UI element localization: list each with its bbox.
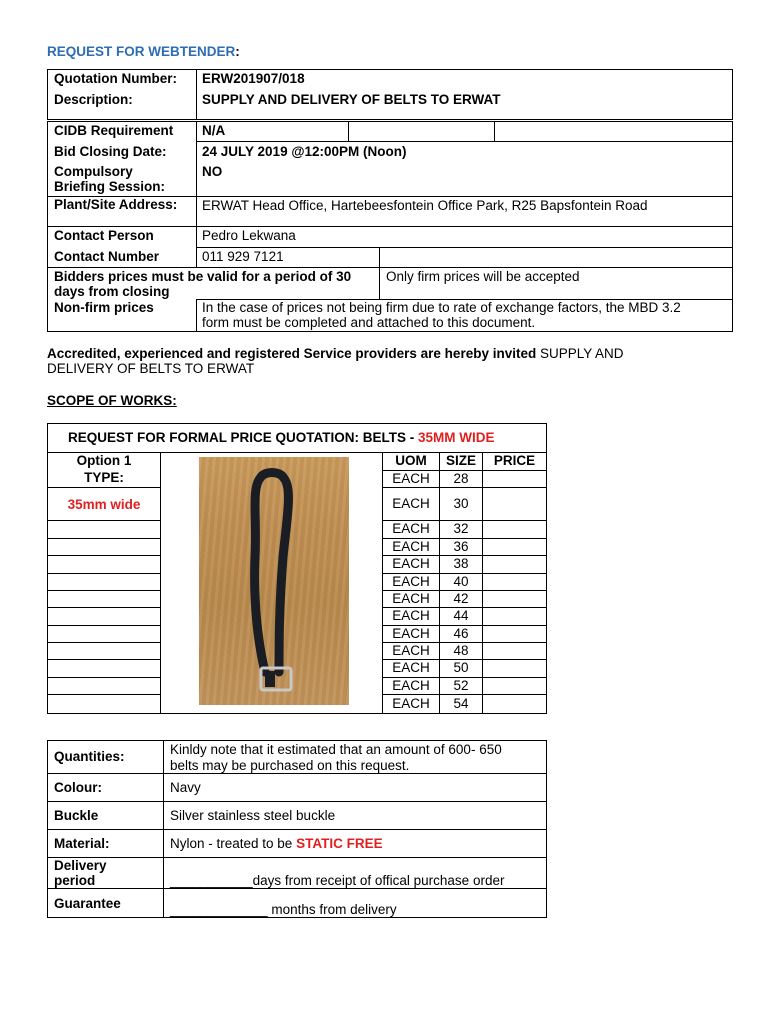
option-label: Option 1 [76, 453, 132, 468]
material-label: Material: [54, 836, 110, 851]
row-uom: EACH [392, 625, 430, 641]
quantities-value-2: belts may be purchased on this request. [170, 758, 410, 773]
row-size: 40 [453, 573, 469, 589]
closing-value: 24 JULY 2019 @12:00PM (Noon) [202, 144, 407, 159]
row-price-cell[interactable] [483, 659, 546, 677]
delivery-label-1: Delivery [54, 858, 107, 873]
type-label: TYPE: [84, 470, 124, 485]
row-price-cell[interactable] [483, 538, 546, 555]
row-uom: EACH [392, 677, 430, 693]
material-value-text: Nylon - treated to be [170, 836, 297, 851]
page-title-text: REQUEST FOR WEBTENDER [47, 44, 236, 59]
row-uom: EACH [392, 521, 430, 536]
row-uom: EACH [392, 495, 430, 511]
row-uom: EACH [392, 590, 430, 606]
row-size: 50 [453, 660, 469, 675]
row-price-cell[interactable] [483, 677, 546, 694]
quantities-label: Quantities: [54, 749, 125, 764]
quotation-label: Quotation Number: [54, 71, 177, 86]
row-size: 32 [453, 521, 469, 536]
buckle-label: Buckle [54, 808, 99, 823]
row-uom: EACH [392, 642, 430, 658]
briefing-value: NO [202, 164, 223, 179]
scope-table-title [68, 430, 495, 446]
briefing-label-1: Compulsory [54, 164, 133, 179]
belt-icon [199, 457, 349, 705]
invite-normal-1: SUPPLY AND [536, 346, 624, 361]
material-value [170, 836, 383, 852]
quantities-value-1: Kinldy note that it estimated that an amount of 600- 650 [170, 742, 502, 757]
row-size: 28 [453, 470, 469, 486]
guarantee-value[interactable]: _____________ months from delivery [170, 902, 397, 917]
row-uom: EACH [392, 538, 430, 554]
row-price-cell[interactable] [483, 470, 546, 487]
contact-person-label: Contact Person [54, 228, 154, 243]
invite-paragraph-line-1 [47, 346, 624, 362]
col-size: SIZE [445, 453, 476, 468]
validity-label-1: Bidders prices must be valid for a period of 30 [54, 269, 352, 284]
row-price-cell[interactable] [483, 607, 546, 625]
briefing-label-2: Briefing Session: [54, 179, 166, 194]
col-price: PRICE [493, 453, 536, 468]
description-label: Description: [54, 92, 133, 107]
row-price-cell[interactable] [483, 487, 546, 520]
colour-label: Colour: [54, 780, 102, 795]
row-price-cell[interactable] [483, 520, 546, 538]
row-size: 48 [453, 642, 469, 658]
colour-value: Navy [170, 780, 201, 795]
scope-heading: SCOPE OF WORKS: [47, 393, 177, 408]
address-value: ERWAT Head Office, Hartebeesfontein Office Park, R25 Bapsfontein Road [202, 198, 648, 213]
row-price-cell[interactable] [483, 625, 546, 642]
validity-label-2: days from closing [54, 284, 170, 299]
row-uom: EACH [392, 573, 430, 589]
contact-number-label: Contact Number [54, 249, 160, 264]
row-size: 54 [453, 695, 469, 711]
belt-photo [199, 457, 349, 705]
contact-number-value: 011 929 7121 [202, 249, 284, 264]
page-title-colon: : [235, 44, 240, 59]
cidb-label: CIDB Requirement [54, 123, 174, 138]
closing-label: Bid Closing Date: [54, 144, 167, 159]
row-uom: EACH [392, 556, 430, 571]
scope-table-title-text: REQUEST FOR FORMAL PRICE QUOTATION: BELTS - [68, 430, 418, 445]
row-size: 46 [453, 625, 469, 641]
row-uom: EACH [392, 470, 430, 486]
description-value: SUPPLY AND DELIVERY OF BELTS TO ERWAT [202, 92, 501, 107]
row-size: 42 [453, 590, 469, 606]
row-size: 44 [453, 608, 469, 623]
row-size: 38 [453, 556, 469, 571]
material-value-red: STATIC FREE [296, 836, 383, 851]
buckle-value: Silver stainless steel buckle [170, 808, 336, 823]
guarantee-label: Guarantee [54, 896, 121, 911]
nonfirm-value-2: form must be completed and attached to this document. [202, 315, 536, 330]
delivery-label-2: period [54, 873, 96, 888]
invite-normal-2: DELIVERY OF BELTS TO ERWAT [47, 361, 255, 376]
page-title [47, 44, 240, 60]
address-label: Plant/Site Address: [54, 197, 178, 212]
row-uom: EACH [392, 660, 430, 675]
row-size: 36 [453, 538, 469, 554]
validity-value: Only firm prices will be accepted [386, 269, 580, 284]
row-uom: EACH [392, 608, 430, 623]
scope-table-title-red: 35MM WIDE [418, 430, 495, 445]
contact-person-value: Pedro Lekwana [202, 228, 296, 243]
quotation-value: ERW201907/018 [202, 71, 305, 86]
nonfirm-value-1: In the case of prices not being firm due to rate of exchange factors, the MBD 3.2 [202, 300, 681, 315]
invite-bold: Accredited, experienced and registered Service providers are hereby invited [47, 346, 537, 361]
row-price-cell[interactable] [483, 694, 546, 713]
row-price-cell[interactable] [483, 573, 546, 590]
row-size: 30 [453, 495, 469, 511]
cidb-value: N/A [202, 123, 226, 138]
delivery-value[interactable]: ___________days from receipt of offical purchase order [170, 873, 505, 888]
col-uom: UOM [395, 453, 427, 468]
row-uom: EACH [392, 695, 430, 711]
row-price-cell[interactable] [483, 642, 546, 659]
nonfirm-label: Non-firm prices [54, 300, 154, 315]
type-value: 35mm wide [67, 497, 141, 512]
row-size: 52 [453, 677, 469, 693]
row-price-cell[interactable] [483, 590, 546, 607]
row-price-cell[interactable] [483, 555, 546, 573]
